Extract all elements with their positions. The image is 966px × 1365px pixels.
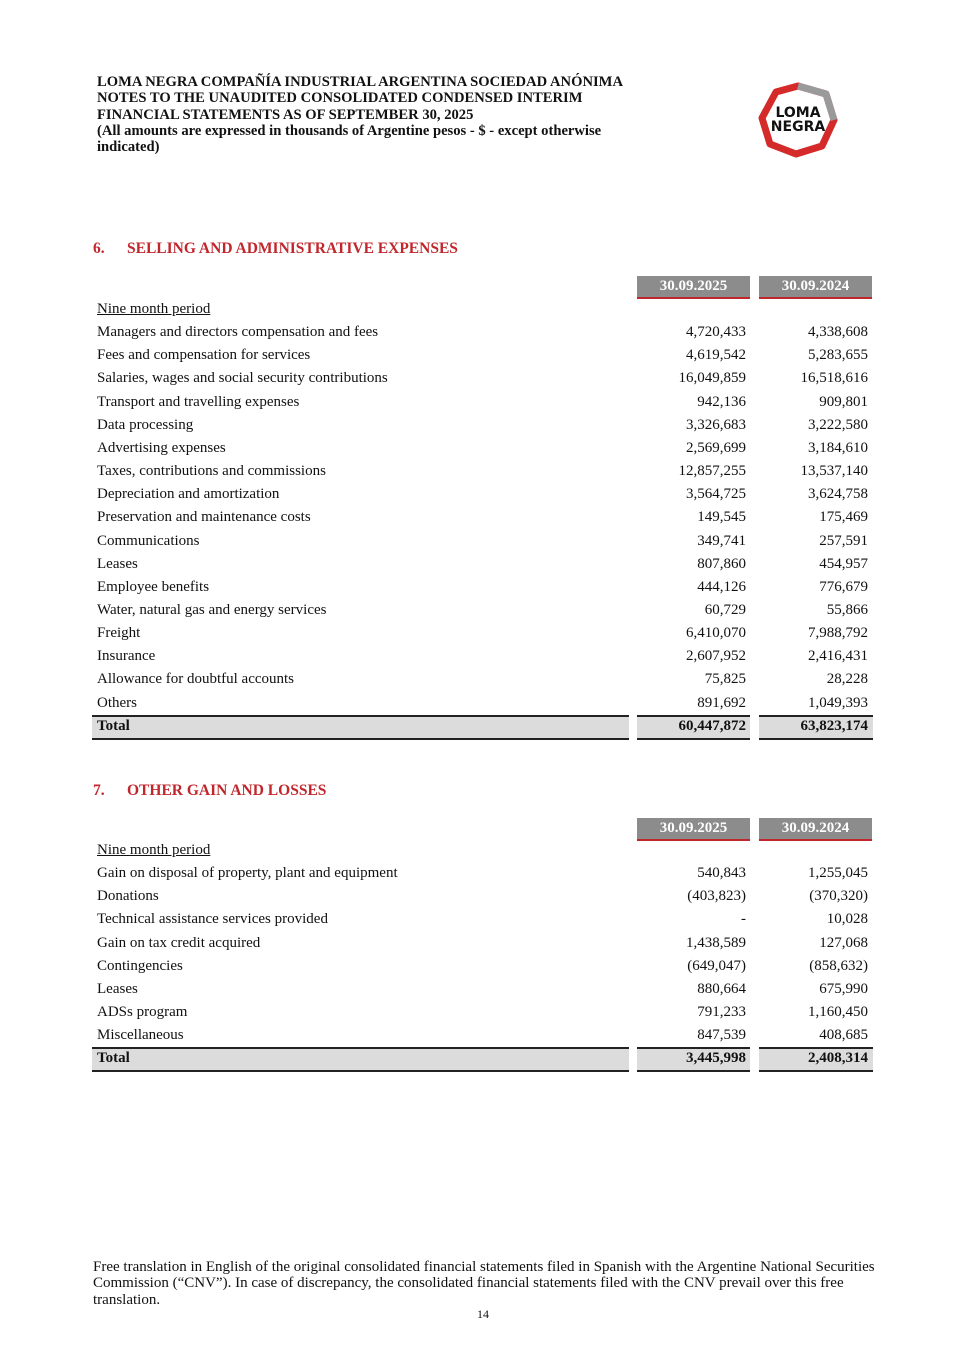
table-row (92, 955, 873, 978)
value-2025: 4,619,542 (686, 347, 746, 364)
row-label: Allowance for doubtful accounts (97, 671, 295, 688)
value-2024: 10,028 (826, 911, 868, 928)
row-label: Employee benefits (97, 578, 210, 595)
row-label: Managers and directors compensation and fees (97, 324, 379, 341)
value-2025: 3,564,725 (686, 486, 746, 503)
header-line: NOTES TO THE UNAUDITED CONSOLIDATED CONDENSED INTERIM (97, 90, 583, 107)
value-2024: 675,990 (819, 980, 868, 997)
table-row (92, 576, 873, 599)
row-label: Advertising expenses (97, 439, 226, 456)
table-row (92, 908, 873, 931)
header-line: indicated) (97, 139, 160, 156)
table-row (92, 553, 873, 576)
value-2025: 807,860 (697, 555, 746, 572)
value-2025: 847,539 (697, 1027, 746, 1044)
table-row (92, 460, 873, 483)
value-2024: 7,988,792 (808, 625, 868, 642)
value-2024: 4,338,608 (808, 324, 868, 341)
section-title (93, 240, 458, 258)
value-2024: 1,160,450 (808, 1004, 868, 1021)
value-2024: 127,068 (819, 934, 868, 951)
row-label: Water, natural gas and energy services (97, 601, 327, 618)
value-2025: (403,823) (687, 888, 746, 905)
table-row (92, 599, 873, 622)
row-label: Contingencies (97, 957, 183, 974)
row-label: Depreciation and amortization (97, 486, 280, 503)
table-row (92, 862, 873, 885)
table-row (92, 506, 873, 529)
row-label: Technical assistance services provided (97, 911, 328, 928)
value-2024: 16,518,616 (800, 370, 868, 387)
value-2024: 1,255,045 (808, 865, 868, 882)
table-row (92, 391, 873, 414)
total-row (92, 1047, 873, 1070)
value-2025: 1,438,589 (686, 934, 746, 951)
value-2024: 3,624,758 (808, 486, 868, 503)
document-header (97, 74, 717, 155)
svg-text:NEGRA: NEGRA (770, 119, 826, 135)
header-line: LOMA NEGRA COMPAÑÍA INDUSTRIAL ARGENTINA SOCIEDAD ANÓNIMA (97, 74, 623, 90)
table-row (92, 932, 873, 955)
header-line: (All amounts are expressed in thousands of Argentine pesos - $ - except otherwise (97, 122, 602, 139)
row-label: Preservation and maintenance costs (97, 509, 311, 526)
row-label: Gain on disposal of property, plant and equipment (97, 865, 398, 882)
value-2025: 60,729 (704, 601, 746, 618)
value-2025: 444,126 (697, 578, 746, 595)
value-2025: 12,857,255 (678, 463, 746, 480)
value-2025: 75,825 (704, 671, 746, 688)
table-row (92, 530, 873, 553)
table-row (92, 645, 873, 668)
value-2025: 942,136 (697, 393, 746, 410)
table-row (92, 1001, 873, 1024)
value-2024: (370,320) (809, 888, 868, 905)
table-row (92, 344, 873, 367)
value-2024: 909,801 (819, 393, 868, 410)
column-header-2024: 30.09.2024 (759, 818, 872, 841)
row-label: Communications (97, 532, 200, 549)
value-2025: 540,843 (697, 865, 746, 882)
value-2025: 791,233 (697, 1004, 746, 1021)
section-title (93, 782, 326, 800)
table-row (92, 622, 873, 645)
loma-negra-logo (758, 80, 838, 158)
row-label: Miscellaneous (97, 1027, 184, 1044)
total-row (92, 715, 873, 738)
value-2024: 3,184,610 (808, 439, 868, 456)
total-2025: 3,445,998 (686, 1050, 746, 1067)
row-label: Salaries, wages and social security contributions (97, 370, 388, 387)
column-header-2024: 30.09.2024 (759, 276, 872, 299)
value-2025: 6,410,070 (686, 625, 746, 642)
value-2024: 28,228 (826, 671, 868, 688)
row-label: Leases (97, 980, 138, 997)
table-row (92, 668, 873, 691)
value-2025: - (741, 911, 746, 928)
table-row (92, 978, 873, 1001)
table-row (92, 1024, 873, 1047)
value-2025: 2,569,699 (686, 439, 746, 456)
row-label: Insurance (97, 648, 156, 665)
value-2025: 880,664 (697, 980, 746, 997)
row-label: Transport and travelling expenses (97, 393, 300, 410)
value-2025: 4,720,433 (686, 324, 746, 341)
total-2024: 63,823,174 (800, 717, 868, 734)
row-label: ADSs program (97, 1004, 188, 1021)
total-label: Total (97, 717, 130, 734)
value-2025: 3,326,683 (686, 416, 746, 433)
row-label: Leases (97, 555, 138, 572)
row-label: Fees and compensation for services (97, 347, 311, 364)
row-label: Donations (97, 888, 159, 905)
period-label: Nine month period (97, 301, 211, 317)
value-2024: 55,866 (826, 601, 868, 618)
table-row (92, 437, 873, 460)
total-2025: 60,447,872 (678, 717, 746, 734)
value-2025: 891,692 (697, 694, 746, 711)
value-2024: 175,469 (819, 509, 868, 526)
value-2024: 13,537,140 (800, 463, 868, 480)
table-row (92, 885, 873, 908)
header-line: FINANCIAL STATEMENTS AS OF SEPTEMBER 30, 2025 (97, 106, 474, 123)
table-row (92, 367, 873, 390)
value-2024: 1,049,393 (808, 694, 868, 711)
period-label: Nine month period (97, 842, 211, 858)
row-label: Others (97, 694, 137, 711)
value-2025: 16,049,859 (678, 370, 746, 387)
value-2024: 2,416,431 (808, 648, 868, 665)
section-title-text: SELLING AND ADMINISTRATIVE EXPENSES (127, 240, 458, 257)
section-number: 6. (93, 240, 105, 257)
value-2025: (649,047) (687, 957, 746, 974)
column-header-2025: 30.09.2025 (637, 818, 750, 841)
value-2024: 454,957 (819, 555, 868, 572)
table-row (92, 321, 873, 344)
value-2024: 5,283,655 (808, 347, 868, 364)
section-title-text: OTHER GAIN AND LOSSES (127, 782, 327, 799)
column-header-2025: 30.09.2025 (637, 276, 750, 299)
total-label: Total (97, 1050, 130, 1067)
value-2024: (858,632) (809, 957, 868, 974)
total-2024: 2,408,314 (808, 1050, 868, 1067)
page-number: 14 (477, 1307, 489, 1321)
table-row (92, 414, 873, 437)
row-label: Data processing (97, 416, 194, 433)
row-label: Taxes, contributions and commissions (97, 463, 326, 480)
value-2024: 776,679 (819, 578, 868, 595)
section-number: 7. (93, 782, 105, 799)
footer-note: Free translation in English of the original consolidated financial statements filed in Spanish with the Argentine National Securities Commission (“CNV”). In case of discrepancy, the consolidated financial statements filed with the CNV prevail over this free translation. (93, 1259, 875, 1308)
row-label: Gain on tax credit acquired (97, 934, 261, 951)
svg-text:LOMA: LOMA (775, 105, 821, 121)
table-row (92, 692, 873, 715)
value-2024: 408,685 (819, 1027, 868, 1044)
value-2025: 149,545 (697, 509, 746, 526)
table-row (92, 483, 873, 506)
value-2025: 2,607,952 (686, 648, 746, 665)
value-2024: 3,222,580 (808, 416, 868, 433)
row-label: Freight (97, 625, 141, 642)
value-2025: 349,741 (697, 532, 746, 549)
value-2024: 257,591 (819, 532, 868, 549)
